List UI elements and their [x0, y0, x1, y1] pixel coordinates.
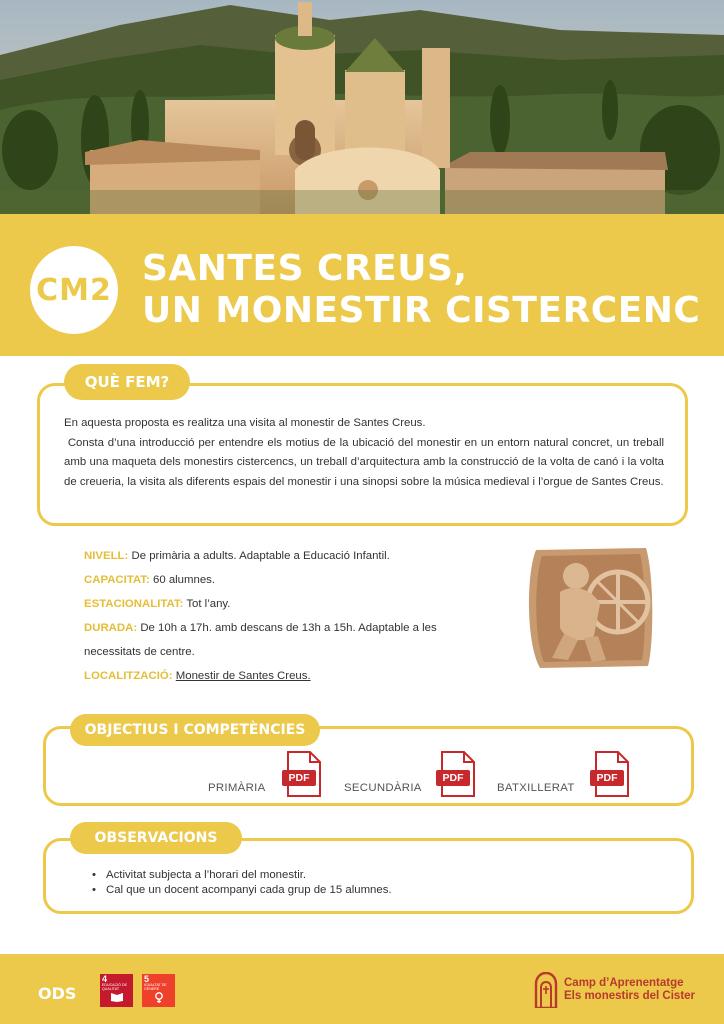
level-secundaria: SECUNDÀRIA [344, 782, 422, 794]
estacionalitat-value: Tot l’any. [186, 598, 231, 610]
brand-text [564, 977, 695, 1003]
info-localitzacio [84, 664, 504, 688]
capacitat-value: 60 alumnes. [152, 574, 216, 586]
observacions-heading: OBSERVACIONS [70, 822, 242, 854]
brand-line-2: Els monestirs del Cister [564, 990, 696, 1002]
level-primaria: PRIMÀRIA [208, 782, 266, 794]
hero-photo-monastery [0, 0, 724, 214]
sdg-5-icon [142, 974, 175, 1007]
level-batxillerat: BATXILLERAT [497, 782, 575, 794]
capacitat-label: CAPACITAT: [84, 574, 150, 586]
course-code: CM2 [36, 272, 112, 308]
estacionalitat-label: ESTACIONALITAT: [84, 598, 184, 610]
pdf-label: PDF [596, 772, 618, 784]
info-durada [84, 616, 504, 640]
sdg-4-number: 4 [102, 974, 108, 984]
activity-info [84, 544, 504, 688]
durada-value: De 10h a 17h. amb descans de 13h a 15h. Adaptable a les [140, 622, 437, 634]
nivell-value: De primària a adults. Adaptable a Educació Infantil. [131, 550, 390, 562]
ods-label: ODS [38, 984, 77, 1003]
nivell-label: NIVELL: [84, 550, 129, 562]
objectius-heading: OBJECTIUS I COMPETÈNCIES [70, 714, 320, 746]
footer [0, 954, 724, 1024]
localitzacio-label: LOCALITZACIÓ: [84, 670, 173, 682]
info-nivell [84, 544, 504, 568]
description-intro: En aquesta proposta es realitza una visita al monestir de Santes Creus. [64, 417, 426, 429]
monastery-logo-icon [534, 972, 558, 1008]
page-title [142, 248, 700, 332]
que-fem-description [64, 414, 664, 492]
list-item: • Activitat subjecta a l’horari del monestir. [92, 868, 392, 883]
que-fem-heading: QUÈ FEM? [64, 364, 190, 400]
description-detail: Consta d’una introducció per entendre els motius de la ubicació del monestir en un entorn natural concret, un treball amb una maqueta dels monestirs cistercencs, un treball d’arquitectura amb la construcció de la volta de canó i la volta de creueria, la visita als diferents espais del monestir i una sinopsi sobre la música medieval i l’orgue de Santes Creus. [64, 436, 664, 488]
pdf-label: PDF [288, 772, 310, 784]
course-badge [30, 246, 118, 334]
info-capacitat [84, 568, 504, 592]
title-line-1: SANTES CREUS, [142, 248, 468, 289]
pdf-icon-secundaria[interactable] [436, 751, 476, 797]
durada-label: DURADA: [84, 622, 138, 634]
title-line-2: UN MONESTIR CISTERCENC [142, 290, 701, 331]
sdg-4-icon [100, 974, 133, 1007]
localitzacio-link[interactable]: Monestir de Santes Creus. [175, 670, 311, 682]
info-estacionalitat [84, 592, 504, 616]
brand-line-1: Camp d’Aprenentatge [564, 977, 684, 989]
info-durada-cont: necessitats de centre. [84, 646, 195, 658]
sdg-5-number: 5 [144, 974, 150, 984]
title-band [0, 214, 724, 356]
list-item: • Cal que un docent acompanyi cada grup de 15 alumnes. [92, 883, 392, 898]
sdg-5-text: IGUALTAT DE GÈNERE [144, 983, 167, 991]
pdf-label: PDF [442, 772, 464, 784]
pdf-icon-primaria[interactable] [282, 751, 322, 797]
brand-logo [534, 970, 695, 1010]
observacions-list [92, 868, 392, 898]
pdf-icon-batxillerat[interactable] [590, 751, 630, 797]
sdg-4-text: EDUCACIÓ DE QUALITAT [102, 983, 127, 991]
stone-relief-image [522, 544, 656, 672]
